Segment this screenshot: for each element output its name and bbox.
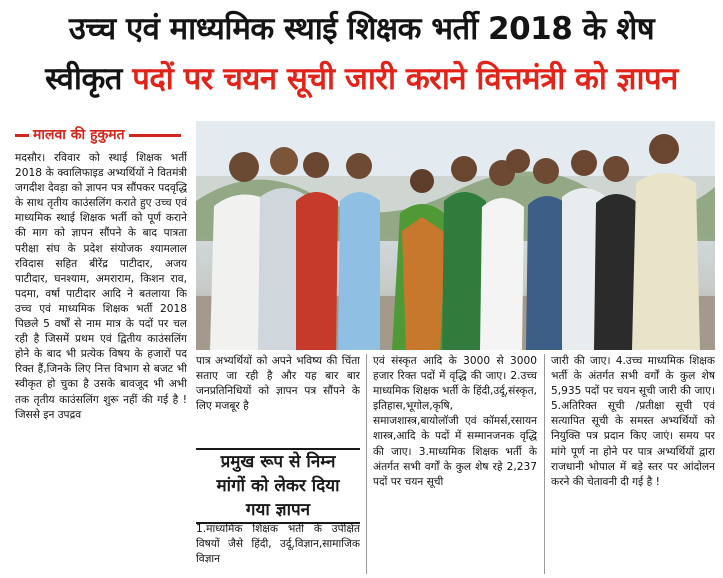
brand-text: मालवा की हुकुमत	[29, 124, 129, 146]
group-photo-illustration	[196, 121, 715, 350]
article-column-2-bottom	[196, 522, 360, 574]
column2-text-top: पात्र अभ्यर्थियों को अपने भविष्य की चिंता सताए जा रही है और यह बार बार जनप्रतिनिधियों को ज्ञापन पत्र सौंपने के लिए मजबूर है	[196, 355, 360, 413]
column4-text: जारी की जाए। 4.उच्च माध्यमिक शिक्षक भर्ती के अंतर्गत सभी वर्गों के कुल शेष 5,935 पदों पर चयन सूची जारी की जाए। 5.अतिरिक्त सूची /प्रतीक्षा सूची एवं सत्यापित सूची के समस्त अभ्यर्थियों को नियुक्ति पत्र प्रदान किए जाएं। समय पर मांगे पूर्ण ना होने पर पात्र अभ्यर्थियों द्वारा राजधानी भोपाल में बड़े स्तर पर आंदोलन करने की चेतावनी दी गई है !	[551, 355, 715, 488]
column1-text: मदसौर। रविवार को स्थाई शिक्षक भर्ती 2018 के क्वालिफाइड अभ्यर्थियों ने वितमंत्री जगदीश देवड़ा को ज्ञापन पत्र सौंपकर पदवृद्धि के साथ तृतीय काउंसलिंग कराते हुए उच्च एवं माध्यमिक स्थाई शिक्षक भर्ती को पूर्ण कराने की माग को ज्ञापन सौंपने के बाद पात्रता परीक्षा संघ के प्रदेश संयोजक श्यामलाल रविदास सहित बीरेंद्र पाटीदार, अजय पाटीदार, घनश्याम, अमराराम, किशन राव, पदमा, वर्षा पाटीदार आदि ने बतलाया कि उच्च एवं माध्यमिक शिक्षक भर्ती 2018 पिछले 5 वर्षों से नाम मात्र के पदों पर चल रही है जिसमें प्रथम एवं द्वितीय काउंसलिंग होने के बाद भी प्रत्येक विषय के हजारों पद रिक्त हैं,जिनके लिए नित्त विभाग से बजट भी स्वीकृत हो चुका है उसके बावजूद भी अभी तक तृतीय काउंसलिंग शुरू नहीं की गई है ! जिससे इन उपद्रव	[15, 152, 187, 421]
column3-text: एवं संस्कृत आदि के 3000 से 3000 हजार रिक्त पदों में वृद्धि की जाए। 2.उच्च माध्यमिक शिक्षक भर्ती के हिंदी,उर्दू,संस्कृत, इतिहास,भूगोल,कृषि, समाजशास्त्र,बायोलॉजी एवं कॉमर्स,रसायन शास्त्र,आदि के पदों में सम्मानजनक वृद्धि की जाए। 3.माध्यमिक शिक्षक भर्ती के अंतर्गत सभी वर्गों के कुल शेष रहे 2,237 पदों पर चयन सूची	[373, 355, 537, 488]
column-divider	[544, 354, 545, 574]
article-column-2-top	[196, 354, 360, 446]
subhead-line3: गया ज्ञापन	[196, 498, 360, 524]
column2-text-bottom: 1.माध्यमिक शिक्षक भर्ती के उपेक्षित विषयों जैसे हिंदी, उर्दू,विज्ञान,सामाजिक विज्ञान	[196, 523, 360, 566]
headline-line1: उच्च एवं माध्यमिक स्थाई शिक्षक भर्ती 2018 के शेष	[68, 11, 655, 47]
subhead-line1: प्रमुख रूप से निम्न	[196, 448, 360, 474]
article-column-4	[551, 354, 715, 544]
demands-subheading	[196, 448, 360, 524]
headline-line2	[0, 56, 723, 102]
brand-label	[15, 124, 181, 146]
column-divider	[366, 354, 367, 574]
article-column-1	[15, 151, 187, 571]
headline-line2-red: पदों पर चयन सूची जारी कराने वित्तमंत्री को ज्ञापन	[132, 61, 678, 97]
article-column-3	[373, 354, 537, 574]
subhead-line2: मांगों को लेकर दिया	[216, 476, 340, 496]
headline-line2-dark: स्वीकृत	[45, 61, 122, 97]
group-photo	[196, 121, 715, 350]
